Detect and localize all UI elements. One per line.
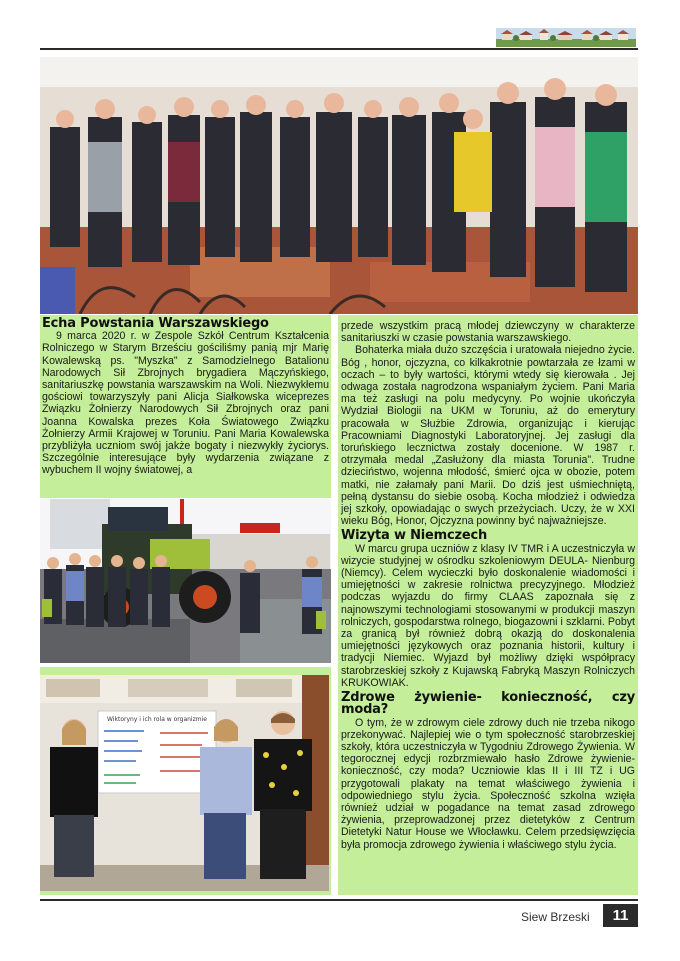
- article-echa-paragraph-2: przede wszystkim pracą młodej dziewczyny w charakterze sanitariuszki w czasie powstania warszawskiego.: [341, 320, 635, 345]
- article-echa-title: Echa Powstania Warszawskiego: [42, 316, 269, 331]
- healthy-food-photo: [40, 675, 329, 891]
- article-echa-paragraph-1: 9 marca 2020 r. w Zespole Szkół Centrum Kształcenia Rolniczego w Starym Brześciu gościliśmy panią mjr Marię Kowalewską ps. "Myszka" z Samodzielnego Batalionu Narodowych Sił Zbrojnych brygadiera Mączyńskiego, sanitariuszkę powstania warszawskim na Woli. Niezwykłemu gościowi towarzyszyły pani Alicja Siałkowska wiceprezes Związku Żołnierzy Narodowych Sił Zbrojnych oraz pani Joanna Kowalska prezes Koła Światowego Związku Żołnierzy Armii Krajowej w Toruniu. Pani Maria Kowalewska przybliżyła uczniom swój jakże bogaty i niezwykły życiorys. Szczególnie interesujące były wydarzenia związane z wybuchem II wojny światowej, a: [42, 330, 329, 477]
- page-number: 11: [603, 904, 638, 927]
- tractor-photo: [40, 499, 331, 663]
- top-rule: [40, 48, 638, 50]
- publication-name: Siew Brzeski: [521, 910, 590, 924]
- article-zdrowe-title: Zdrowe żywienie- konieczność, czy moda?: [341, 690, 635, 718]
- bottom-rule: [40, 899, 638, 901]
- article-column-right: [341, 320, 635, 851]
- article-wizyta-paragraph-1: W marcu grupa uczniów z klasy IV TMR i A uczestniczyła w wizycie studyjnej w ośrodku szkoleniowym DEULA- Nienburg (Niemcy). Celem wycieczki było doskonalenie wiadomości i umiejętności w zakresie rolnictwa precyzyjnego. Młodzież podczas wyjazdu do firmy CLAAS zapoznała się z najnowszymi technologiami stosowanymi w produkcji maszyn rolniczych, gospodarstwa rolnego, biogazowni i szklarni. Pobyt za granicą był również dobrą okazją do doskonalenia umiejętności językowych oraz poznania historii, kultury i tradycji Niemiec. Wyjazd był możliwy dzięki współpracy starobrzeskiej szkoły z Kujawską Fabryką Maszyn Rolniczych KRUKOWIAK.: [341, 542, 635, 689]
- header-logo-image: [496, 28, 636, 47]
- article-wizyta-title: Wizyta w Niemczech: [341, 528, 488, 544]
- article-zdrowe-paragraph-1: O tym, że w zdrowym ciele zdrowy duch nie trzeba nikogo przekonywać. Najlepiej wie o tym społeczność starobrzeskiej szkoły, która uczestniczyła w Tygodniu Zdrowego Żywienia. W tegorocznej edycji rozbrzmiewało hasło Zdrowe żywienie- konieczność, czy moda? Uczniowie klas II i III TZ i UG przygotowali plakaty na temat właściwego żywienia i odpowiedniego stylu życia. Społeczność szkolna wzięła również udział w pogadance na temat zasad zdrowego żywienia, przeprowadzonej przez dietetyków z Centrum Dietetyki Natur House we Włocławku. Celem przedsięwzięcia była promocja zdrowego żywienia i właściwego stylu życia.: [341, 716, 635, 851]
- article-echa-paragraph-3: Bohaterka miała dużo szczęścia i uratowała niejedno życie. Bóg , honor, ojczyzna, co kilkakrotnie powtarzała ze łzami w oczach – to były wartości, którymi wtedy się kierowała . Jej odwaga została nagrodzona wspaniałym życiem. Pani Maria ma też zasługi na polu medycyny. Po wojnie ukończyła Wydział Biologii na UKM w Toruniu, aż do emerytury pracowała w Służbie Zdrowia, organizując i kierując Pracowniami Diagnostyki Laboratoryjnej. Jej zasługi dla toruńskiego lecznictwa zostały docenione. W 1987 r. otrzymała medal „Zasłużony dla miasta Torunia". Trudne dzieciństwo, wojenna młodość, śmierć ojca w obozie, potem matki, nie załamały pani Marii. Do dziś jest uśmiechniętą, pełną dystansu do siebie osobą. Kocha młodzież i odwiedza jej szkoły, opowiadając o swych przeżyciach. Uczy, że w XXI wieku Bóg, Honor, Ojczyzna powinny być najważniejsze.: [341, 344, 635, 528]
- group-photo: [40, 57, 638, 314]
- article-echa-column-left: [42, 318, 329, 477]
- poster-title: Wiktoryny i ich rola w organizmie: [107, 716, 207, 723]
